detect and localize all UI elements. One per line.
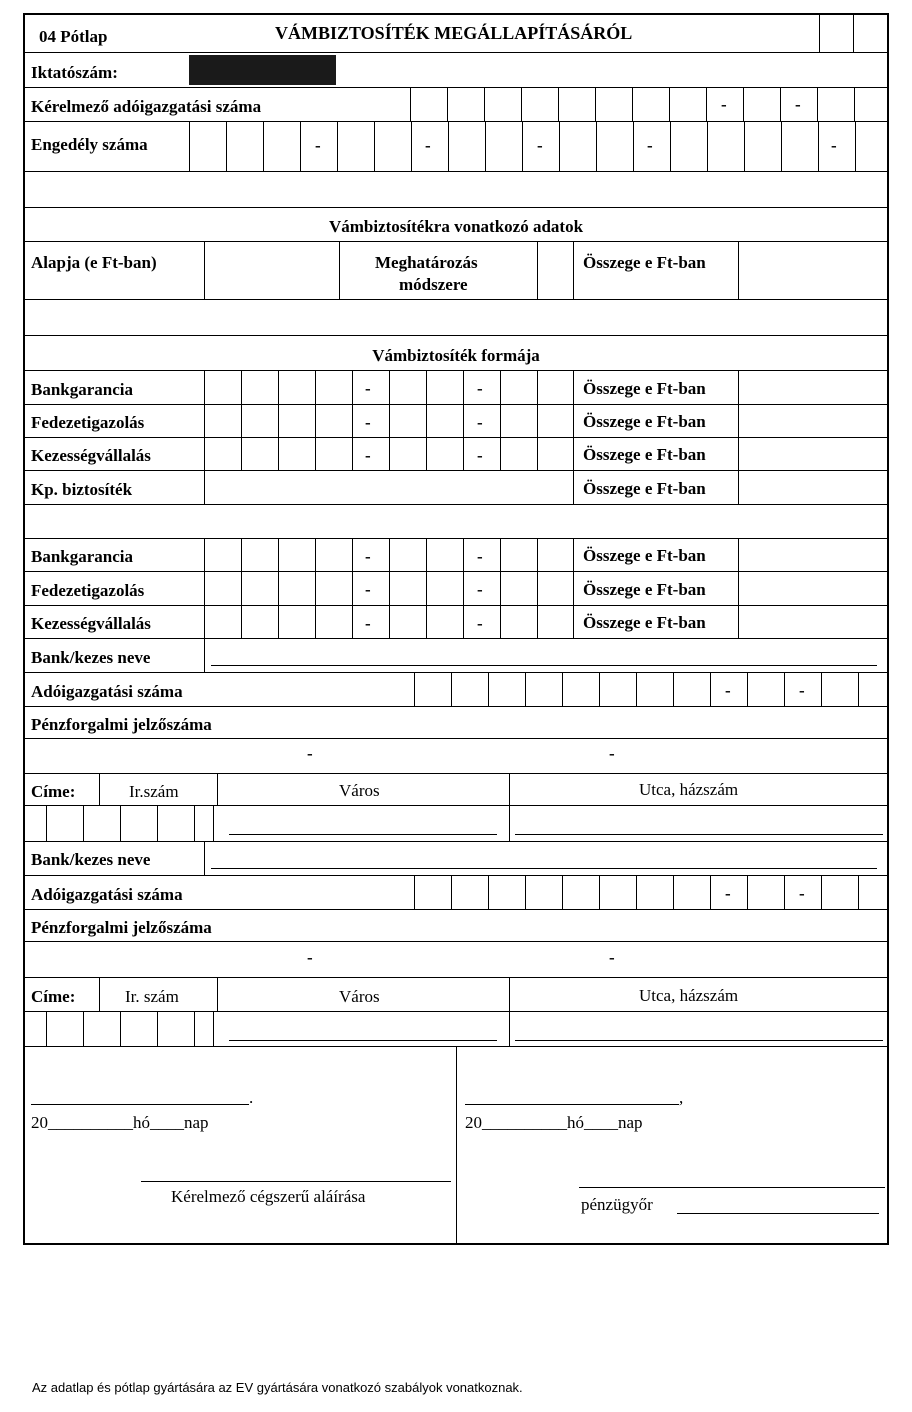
registry-number-label: Iktatószám: [31,63,118,82]
bank-account-row-2 [25,910,887,942]
redacted-registry-number [189,55,336,85]
amount-label: Összege e Ft-ban [583,580,706,599]
cash-guarantee-label: Kp. biztosíték [31,480,133,499]
bank-guarantee-label: Bankgarancia [31,547,134,566]
left-place-line [31,1104,249,1105]
street-label: Utca, házszám [639,780,739,799]
blank-row-2 [25,300,887,336]
footer-note: Az adatlap és pótlap gyártására az EV gyártására vonatkozó szabályok vonatkoznak. [32,1380,523,1395]
guarantee-data-title-row [25,208,887,242]
right-signature-caption: pénzügyőr [581,1195,653,1214]
bank-tax-row-2: Adóigazgatási száma - - [25,876,887,910]
block2-row-bank-guarantee: Bankgarancia - - Összege e Ft-ban [25,539,887,572]
bank-tax-label: Adóigazgatási száma [31,682,183,701]
address-fields-row-1 [25,806,887,842]
collateral-label: Fedezetigazolás [31,581,145,600]
amount-label: Összege e Ft-ban [583,613,706,632]
bank-account-label: Pénzforgalmi jelzőszáma [31,918,212,937]
surety-label: Kezességvállalás [31,446,151,465]
guarantee-data-row [25,242,887,300]
bank-account-row-1 [25,707,887,739]
applicant-tax-row: Kérelmező adóigazgatási száma - - [25,88,887,122]
bank-tax-label: Adóigazgatási száma [31,885,183,904]
surety-label: Kezességvállalás [31,614,151,633]
blank-row-1 [25,172,887,208]
address-fields-row-2 [25,1012,887,1047]
amount-label: Összege e Ft-ban [583,546,706,565]
applicant-tax-label: Kérelmező adóigazgatási száma [31,97,262,116]
bank-name-row-2 [25,842,887,876]
block1-row-cash [25,471,887,505]
collateral-label: Fedezetigazolás [31,413,145,432]
method-label-2: módszere [399,275,468,294]
address-label: Címe: [31,987,76,1006]
bank-account-fields-2: - - [25,942,887,978]
customs-guarantee-form [23,13,889,1245]
street-label: Utca, házszám [639,986,739,1005]
left-signature-caption: Kérelmező cégszerű aláírása [171,1187,366,1206]
city-label: Város [339,781,380,800]
bank-guarantee-label: Bankgarancia [31,380,134,399]
bank-name-row-1 [25,639,887,673]
amount-label: Összege e Ft-ban [583,479,706,498]
block1-row-bank-guarantee: Bankgarancia - - Összege e Ft-ban [25,371,887,405]
right-date: 20__________hó____nap [465,1113,643,1132]
permit-number-row: Engedély száma - - - - - [25,122,887,172]
block1-row-collateral: Fedezetigazolás - - Összege e Ft-ban [25,405,887,438]
guarantee-form-title-row [25,336,887,371]
bank-name-label: Bank/kezes neve [31,648,151,667]
address-label: Címe: [31,782,76,801]
zip-label: Ir.szám [129,782,179,801]
right-place-line [465,1104,679,1105]
base-label: Alapja (e Ft-ban) [31,253,157,272]
block2-row-collateral: Fedezetigazolás - - Összege e Ft-ban [25,572,887,606]
form-code: 04 Pótlap [39,27,108,46]
address-header-row-2 [25,978,887,1012]
permit-number-label: Engedély száma [31,135,148,154]
bank-account-label: Pénzforgalmi jelzőszáma [31,715,212,734]
block1-row-surety: Kezességvállalás - - Összege e Ft-ban [25,438,887,471]
method-label-1: Meghatározás [375,253,478,272]
blank-row-3 [25,505,887,539]
amount-label: Összege e Ft-ban [583,379,706,398]
header-row [25,15,887,53]
bank-name-label: Bank/kezes neve [31,850,151,869]
form-title: VÁMBIZTOSÍTÉK MEGÁLLAPÍTÁSÁRÓL [275,23,633,43]
guarantee-form-title: Vámbiztosíték formája [372,346,540,365]
block2-row-surety: Kezességvállalás - - Összege e Ft-ban [25,606,887,639]
amount-label: Összege e Ft-ban [583,445,706,464]
city-label: Város [339,987,380,1006]
address-header-row-1 [25,774,887,806]
left-date: 20__________hó____nap [31,1113,209,1132]
zip-label: Ir. szám [125,987,179,1006]
registry-number-row [25,53,887,88]
amount-label: Összege e Ft-ban [583,253,706,272]
guarantee-data-title: Vámbiztosítékra vonatkozó adatok [328,217,584,236]
bank-account-fields-1: - - [25,739,887,774]
amount-label: Összege e Ft-ban [583,412,706,431]
bank-tax-row-1: Adóigazgatási száma - - [25,673,887,707]
signature-area: . 20__________hó____nap Kérelmező cégszerű aláírása , 20__________hó____nap pénzügyőr [25,1047,887,1243]
